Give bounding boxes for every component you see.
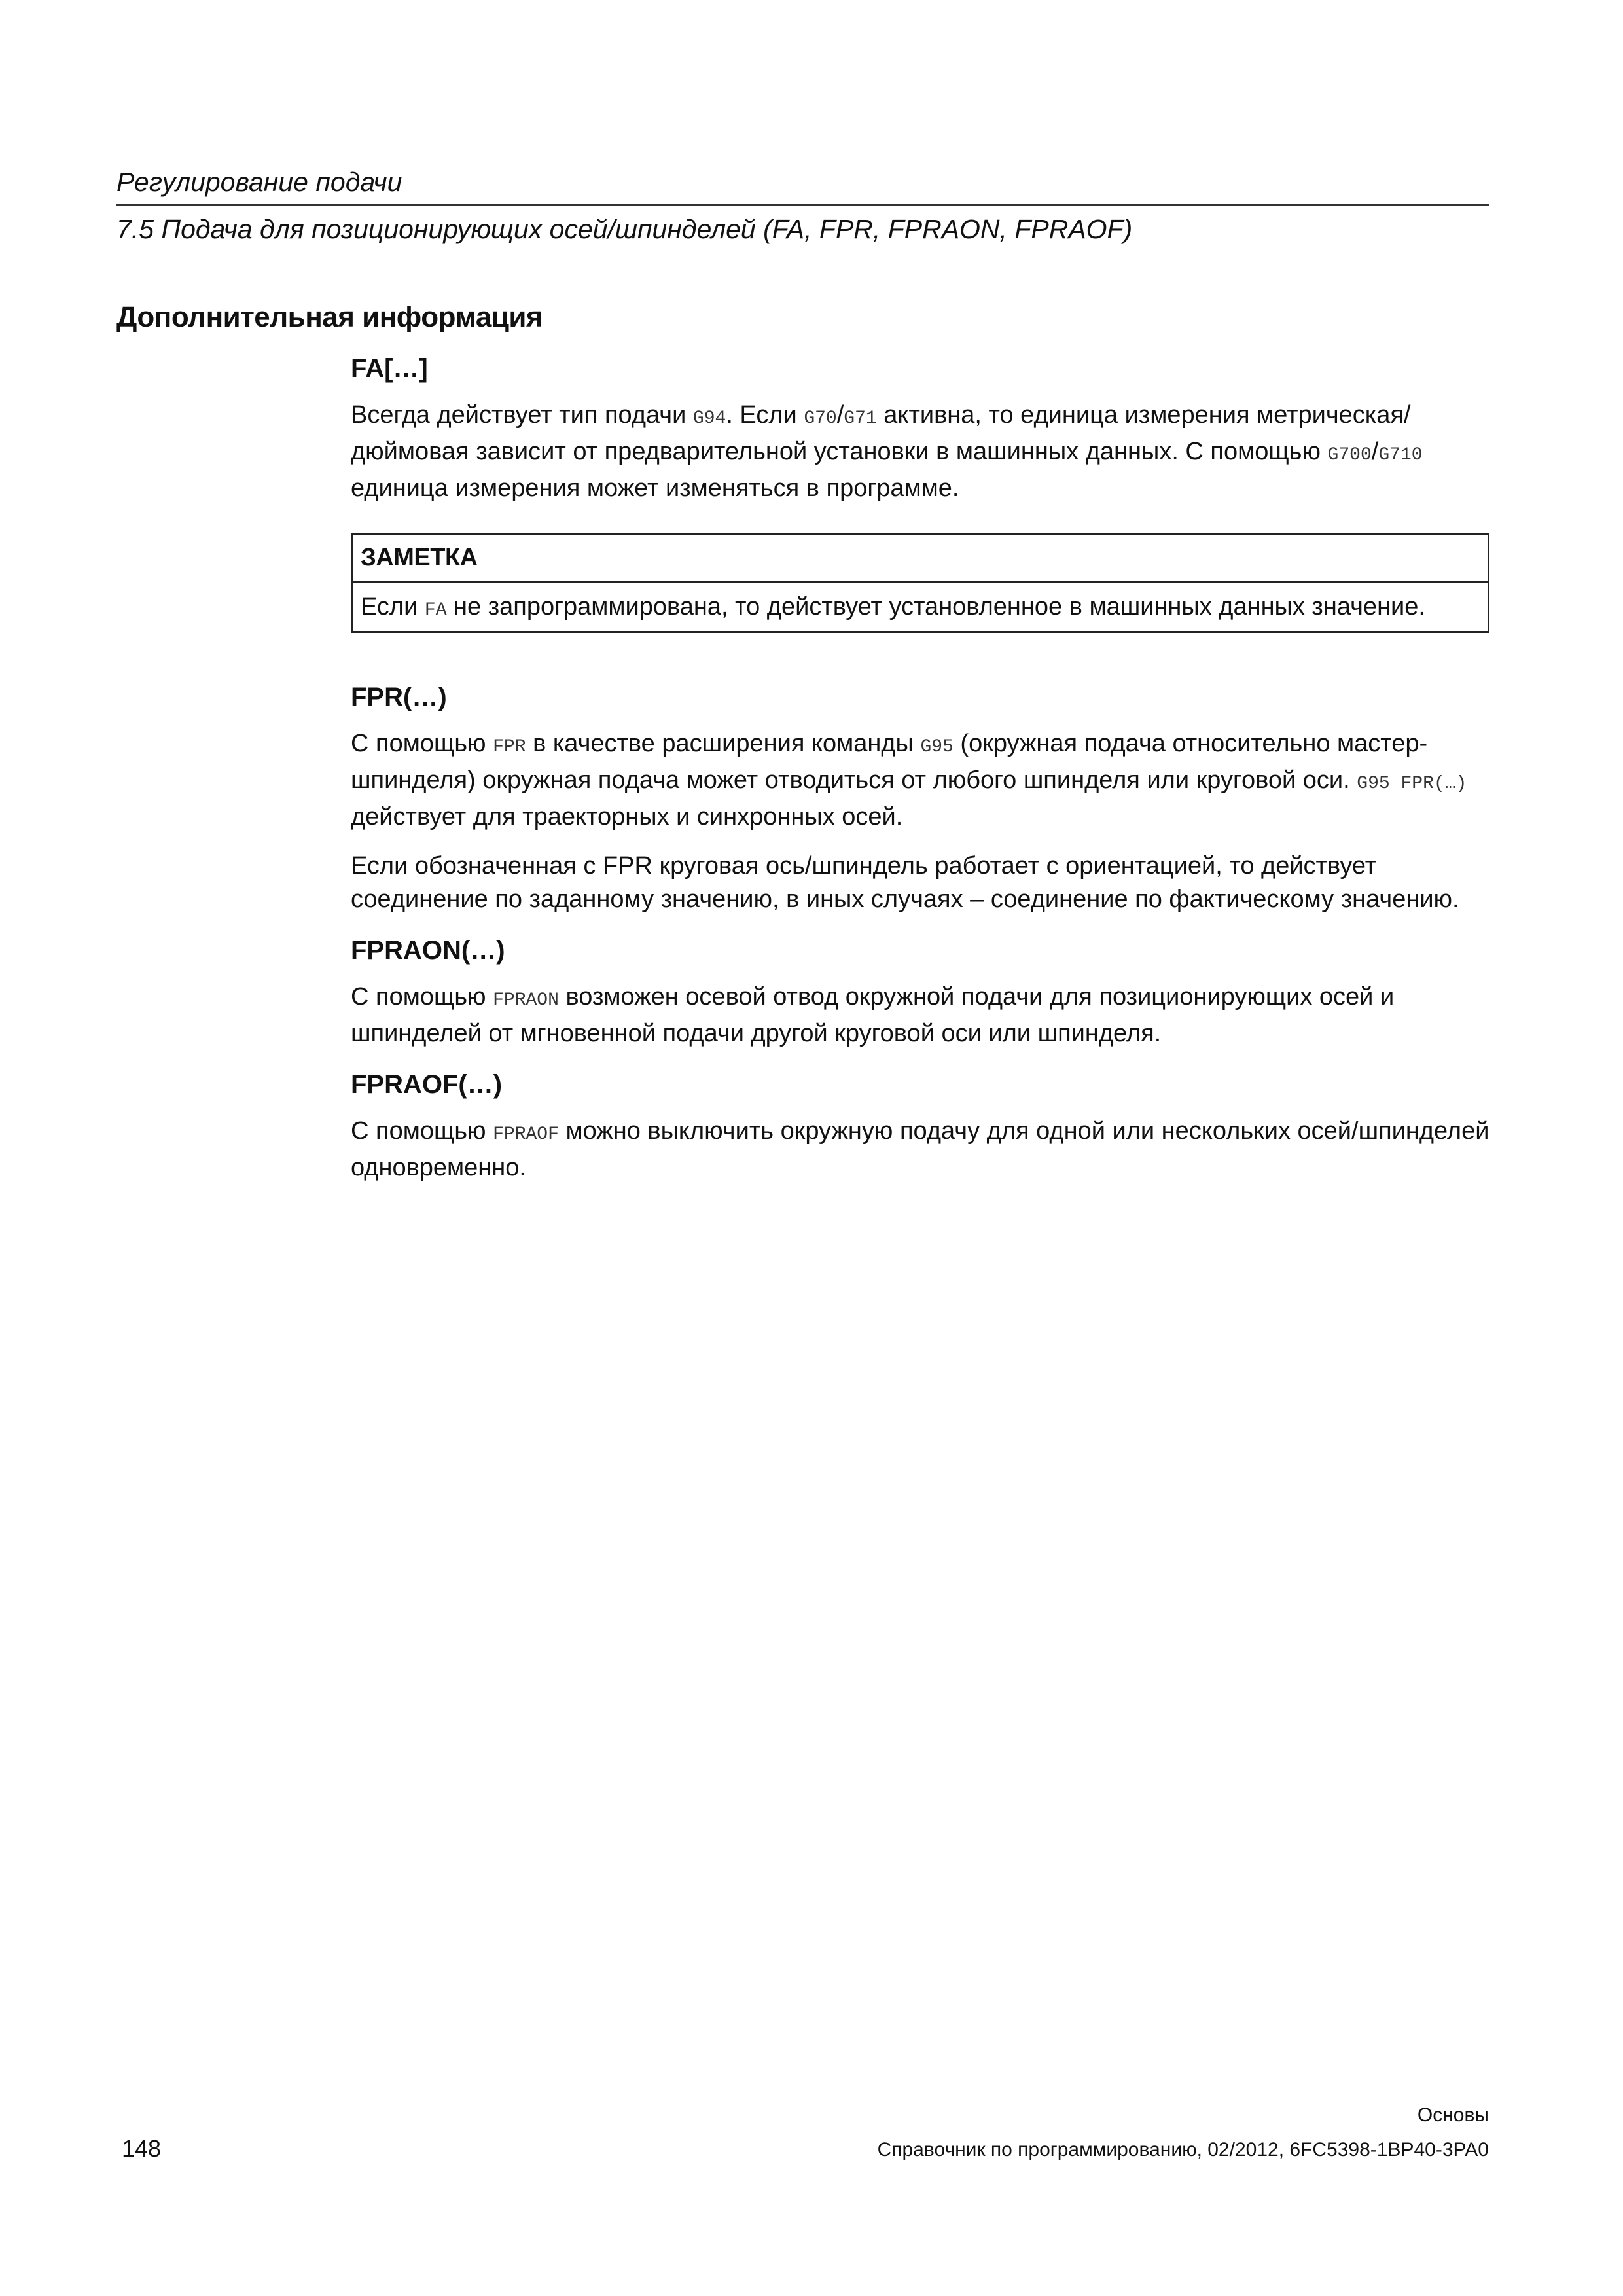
page-number: 148 [122, 2135, 162, 2162]
text-run: не запрограммирована, то действует установленное в машинных данных значение. [446, 593, 1425, 620]
text-run: можно выключить окружную подачу для одной или нескольких осей/шпинделей одновременно. [351, 1117, 1489, 1181]
text-run: . Если [726, 401, 804, 429]
text-run: / [836, 401, 844, 429]
text-run: в качестве расширения команды [526, 730, 921, 757]
main-content [351, 350, 1489, 1200]
chapter-title: Регулирование подачи [116, 162, 1489, 206]
text-run: возможен осевой отвод окружной подачи для позиционирующих осей и шпинделей от мгновенной подачи другой круговой оси или шпинделя. [351, 983, 1395, 1047]
code-fpraon: FPRAON [493, 990, 559, 1011]
code-g95-fpr: G95 FPR(…) [1357, 774, 1467, 794]
code-g94: G94 [692, 408, 726, 429]
note-title: ЗАМЕТКА [353, 535, 1488, 583]
text-run: / [1371, 438, 1379, 465]
fpraof-paragraph [351, 1115, 1489, 1185]
text-run: активна, то единица измерения метрическая/дюймовая зависит от предварительной установки в машинных данных. С помощью [351, 401, 1411, 465]
text-run: С помощью [351, 1117, 493, 1145]
fpr-heading: FPR(…) [351, 683, 447, 711]
text-run: действует для траекторных и синхронных осей. [351, 803, 903, 831]
additional-info-heading: Дополнительная информация [116, 301, 543, 333]
code-g70: G70 [804, 408, 837, 429]
text-run: единица измерения может изменяться в программе. [351, 475, 959, 502]
code-g710: G710 [1378, 445, 1423, 465]
text-run: Если [361, 593, 425, 620]
fpraof-heading: FPRAOF(…) [351, 1070, 503, 1099]
fa-paragraph [351, 399, 1489, 505]
code-g95: G95 [920, 737, 954, 757]
text-run: С помощью [351, 983, 493, 1011]
fpraon-paragraph [351, 980, 1489, 1050]
fpraon-heading: FPRAON(…) [351, 936, 505, 965]
fa-heading: FA[…] [351, 354, 428, 383]
section-title-header: 7.5 Подача для позиционирующих осей/шпинделей (FA, FPR, FPRAON, FPRAOF) [116, 214, 1133, 244]
text-run: (окружная подача относительно мастер-шпинделя) окружная подача может отводиться от любого шпинделя или круговой оси. [351, 730, 1428, 794]
footer-book-title: Основы [1417, 2104, 1489, 2126]
fpr-paragraph-2: Если обозначенная с FPR круговая ось/шпиндель работает с ориентацией, то действует соединение по заданному значению, в иных случаях – соединение по фактическому значению. [351, 852, 1459, 913]
note-body [353, 583, 1488, 631]
code-fa: FA [424, 600, 447, 620]
code-g71: G71 [844, 408, 877, 429]
code-g700: G700 [1327, 445, 1372, 465]
page-header [116, 162, 1489, 249]
code-fpraof: FPRAOF [493, 1124, 559, 1145]
text-run: С помощью [351, 730, 493, 757]
fpr-paragraph-1 [351, 727, 1489, 834]
footer-manual-reference: Справочник по программированию, 02/2012, 6FC5398-1BP40-3PA0 [877, 2139, 1489, 2161]
text-run: Всегда действует тип подачи [351, 401, 693, 429]
code-fpr: FPR [493, 737, 526, 757]
note-box [351, 533, 1489, 633]
